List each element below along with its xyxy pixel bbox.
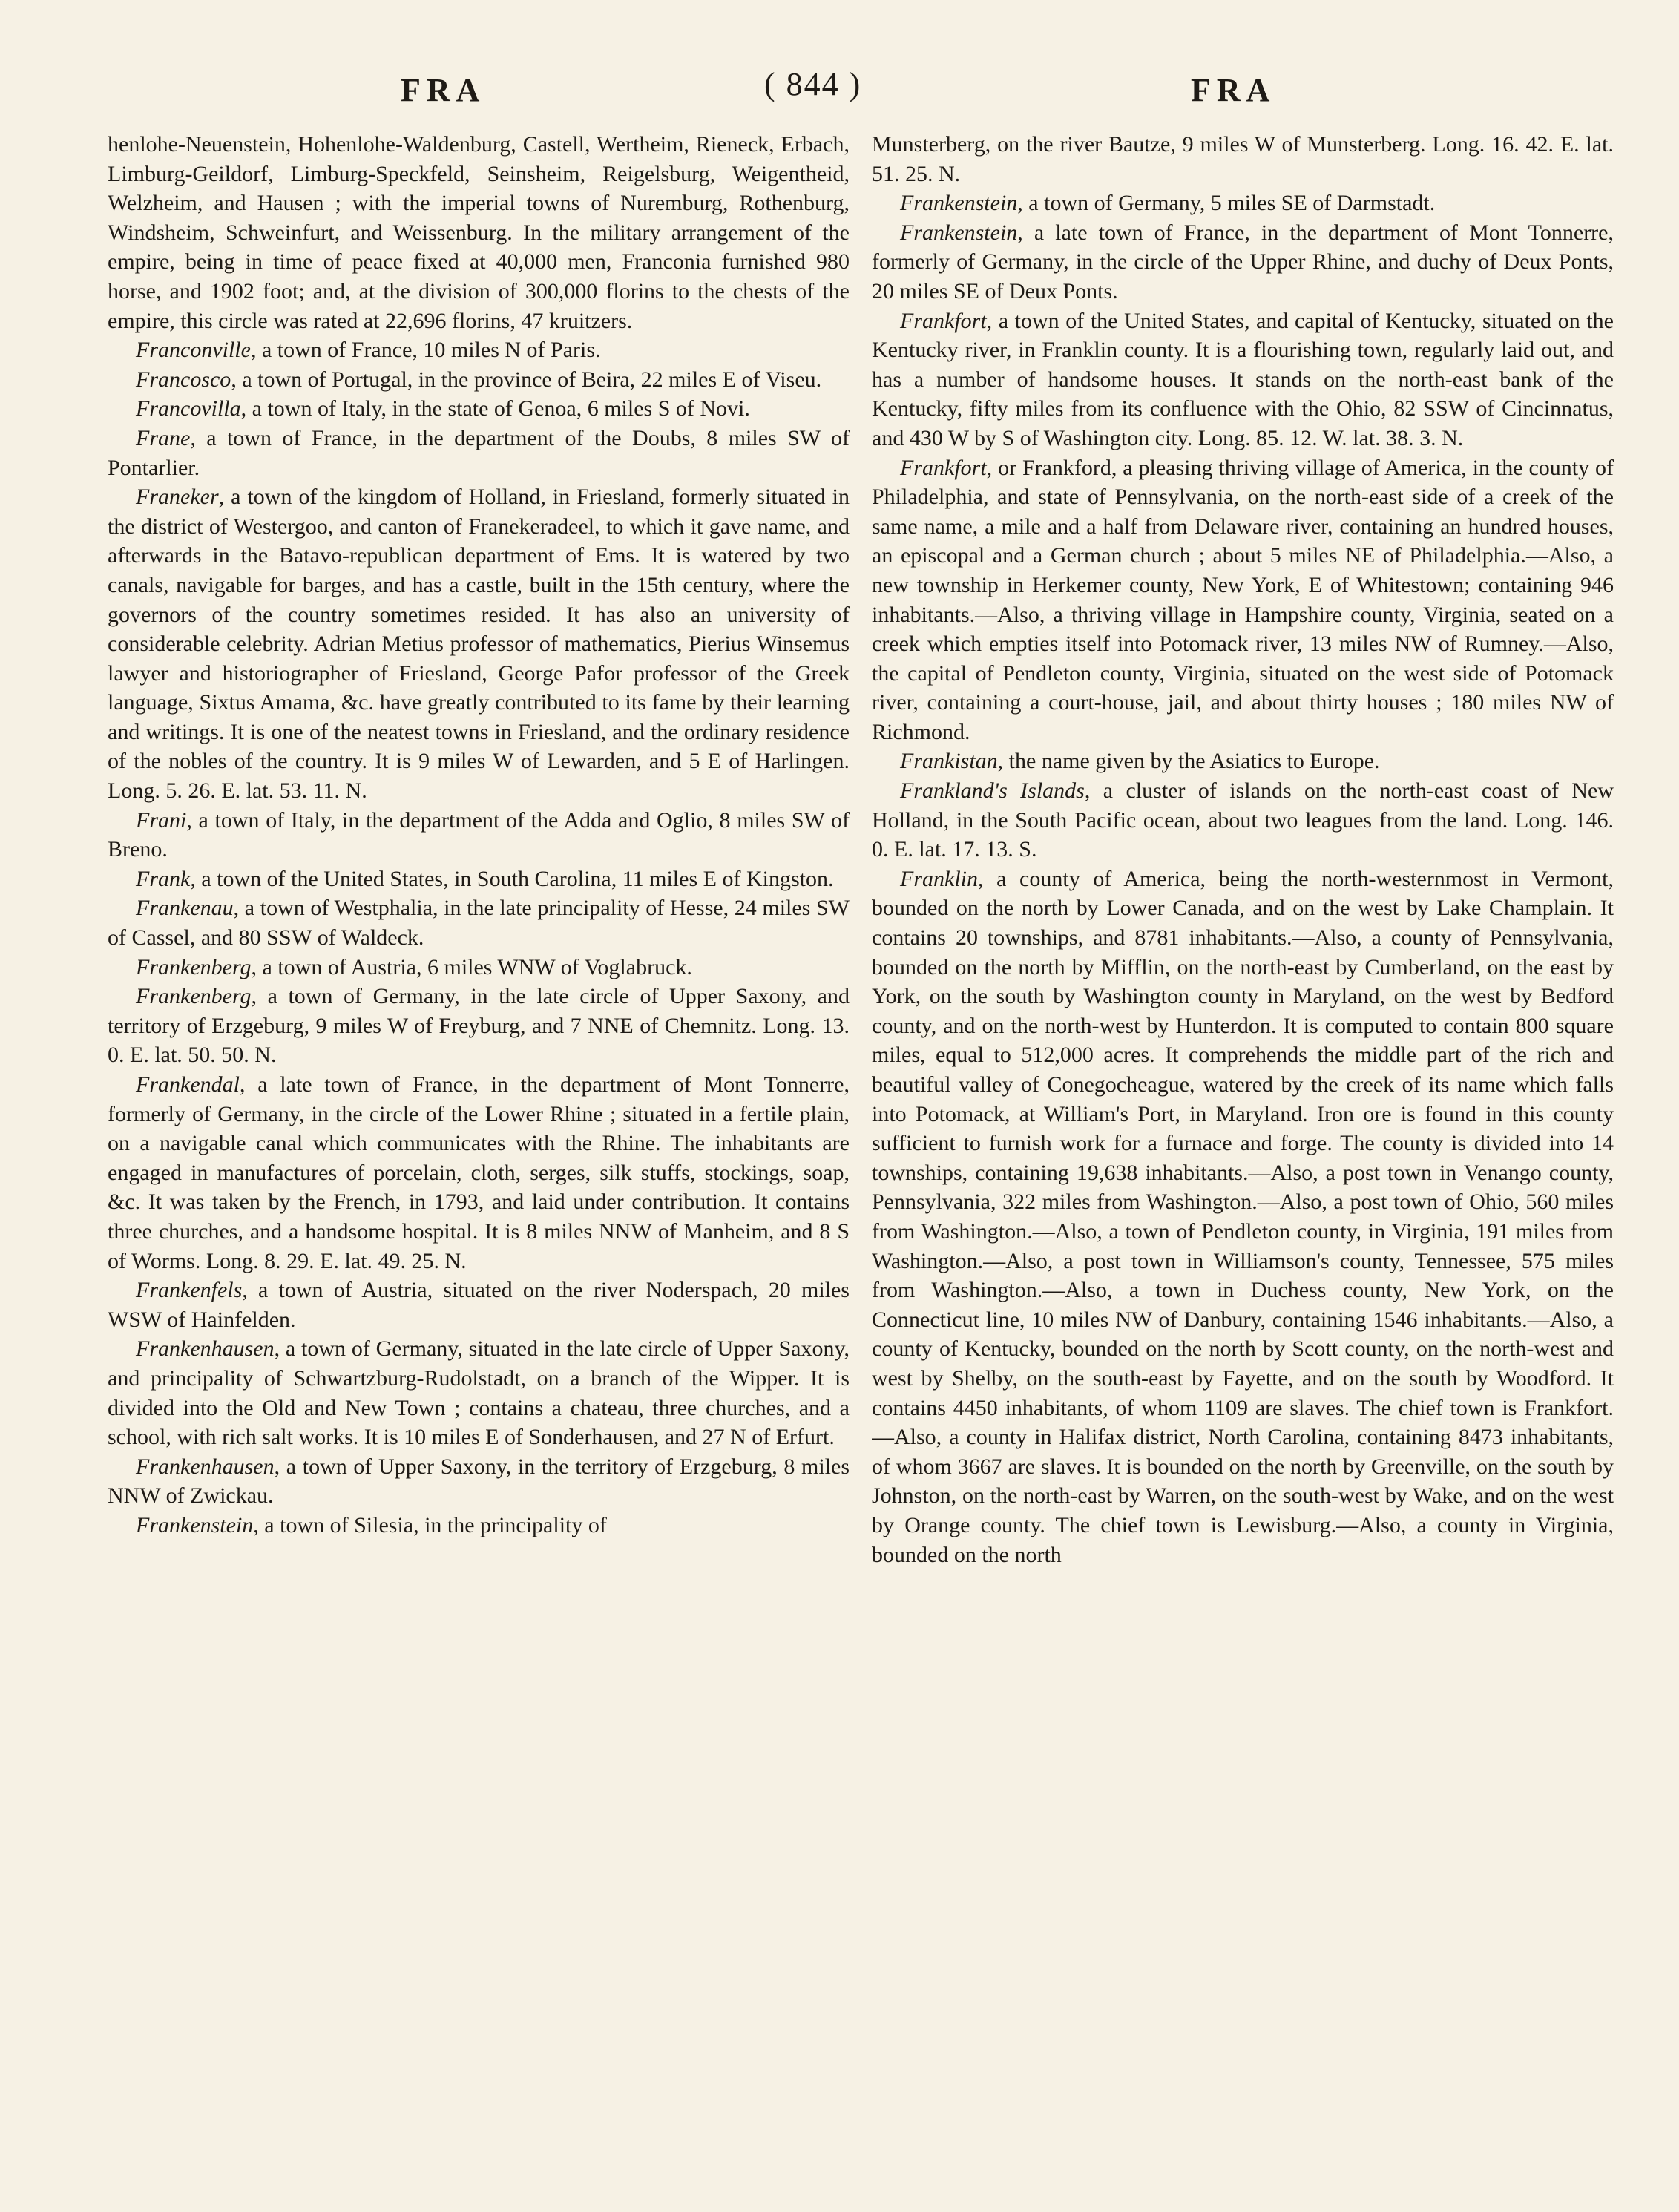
entry	[872, 776, 1614, 864]
entry-continuation	[108, 130, 850, 335]
entry-headword: Franklin	[900, 866, 978, 891]
entry-headword: Frankfort	[900, 455, 987, 480]
entry	[108, 1276, 850, 1334]
entry-headword: Frani	[136, 807, 187, 833]
entry-text: , a town of the United States, in South Carolina, 11 miles E of Kingston.	[190, 866, 834, 891]
left-column	[108, 130, 850, 2170]
entry-text: , a town of Upper Saxony, in the territory of Erzgeburg, 8 miles NNW of Zwickau.	[108, 1454, 850, 1509]
entry	[108, 335, 850, 365]
entry	[108, 953, 850, 982]
entry-text: Munsterberg, on the river Bautze, 9 miles W of Munsterberg. Long. 16. 42. E. lat. 51. 25. N.	[872, 132, 1614, 186]
entry-headword: Frankland's Islands	[900, 778, 1085, 804]
entry	[872, 746, 1614, 776]
entry-text: , a town of France, in the department of the Doubs, 8 miles SW of Pontarlier.	[108, 425, 850, 480]
entry-headword: Franeker	[136, 485, 219, 510]
entry-headword: Frankenstein	[900, 220, 1018, 245]
entry-text: , a late town of France, in the department of Mont Tonnerre, formerly of Germany, in the circle of the Lower Rhine ; situated in a fertile plain, on a navigable canal which communicates with the Rhine. The inhabitants are engaged in manufactures of porcelain, cloth, serges, silk stuffs, stockings, soap, &c. It was taken by the French, in 1793, and laid under contribution. It contains three churches, and a handsome hospital. It is 8 miles NNW of Manheim, and 8 S of Worms. Long. 8. 29. E. lat. 49. 25. N.	[108, 1072, 850, 1273]
entry	[108, 1452, 850, 1511]
entry	[108, 1334, 850, 1451]
entry	[108, 806, 850, 864]
entry-text: , a town of Portugal, in the province of Beira, 22 miles E of Viseu.	[231, 367, 822, 392]
entry-continuation	[872, 130, 1614, 188]
entry-text: , a town of Austria, situated on the river Noderspach, 20 miles WSW of Hainfelden.	[108, 1278, 850, 1332]
entry-headword: Frankenfels	[136, 1278, 243, 1303]
entry-headword: Frankenhausen	[136, 1454, 275, 1479]
page-number: ( 844 )	[764, 66, 862, 102]
entry-text: , the name given by the Asiatics to Europe.	[997, 749, 1380, 774]
entry-text: , a town of Italy, in the department of the Adda and Oglio, 8 miles SW of Breno.	[108, 807, 850, 862]
entry	[872, 218, 1614, 306]
entry-headword: Frankendal	[136, 1072, 240, 1097]
entry-headword: Frank	[136, 866, 191, 891]
entry-text: , a town of Germany, situated in the late circle of Upper Saxony, and principality of Schwartzburg-Rudolstadt, on a branch of the Wipper. It is divided into the Old and New Town ; contains a chateau, three churches, and a school, with rich salt works. It is 10 miles E of Sonderhausen, and 27 N of Erfurt.	[108, 1336, 850, 1450]
entry-text: , a town of the kingdom of Holland, in Friesland, formerly situated in the district of Westergoo, and canton of Franekeradeel, to which it gave name, and afterwards in the Batavo-republican department of Ems. It is watered by two canals, navigable for barges, and has a castle, built in the 15th century, where the governors of the country sometimes resided. It has also an university of considerable celebrity. Adrian Metius professor of mathematics, Pierius Winsemus lawyer and historiographer of Friesland, George Pafor professor of the Greek language, Sixtus Amama, &c. have greatly contributed to its fame by their learning and writings. It is one of the neatest towns in Friesland, and the ordinary residence of the nobles of the country. It is 9 miles W of Lewarden, and 5 E of Harlingen. Long. 5. 26. E. lat. 53. 11. N.	[108, 485, 850, 804]
entry-headword: Frankenstein	[900, 191, 1018, 216]
running-head	[0, 52, 1679, 111]
entry-text: , a town of Germany, 5 miles SE of Darmstadt.	[1017, 191, 1436, 216]
entry	[108, 424, 850, 482]
entry	[872, 188, 1614, 218]
entry-headword: Frankenberg	[136, 984, 252, 1009]
right-column	[872, 130, 1614, 2170]
entry-text: , or Frankford, a pleasing thriving village of America, in the county of Philadelphia, and state of Pennsylvania, on the north-east side of a creek of the same name, a mile and a half from Delaware river, containing an hundred houses, an episcopal and a German church ; about 5 miles NE of Philadelphia.—Also, a new township in Herkemer county, New York, E of Whitestown; containing 946 inhabitants.—Also, a thriving village in Hampshire county, Virginia, seated on a creek which empties itself into Potomack river, 13 miles NW of Rumney.—Also, the capital of Pendleton county, Virginia, situated on the west side of Potomack river, containing a court-house, jail, and about thirty houses ; 180 miles NW of Richmond.	[872, 455, 1614, 744]
entry	[108, 394, 850, 424]
entry-headword: Frankistan	[900, 749, 998, 774]
entry-headword: Frankfort	[900, 308, 987, 333]
entry-text: , a town of Silesia, in the principality of	[253, 1512, 607, 1537]
entry	[108, 1511, 850, 1540]
entry	[108, 1070, 850, 1276]
entry-headword: Francovilla	[136, 396, 241, 421]
entry-headword: Francosco	[136, 367, 231, 392]
entry-text: , a county of America, being the north-westernmost in Vermont, bounded on the north by Lower Canada, and on the west by Lake Champlain. It contains 20 townships, and 8781 inhabitants.—Also, a county of Pennsylvania, bounded on the north by Mifflin, on the north-east by Cumberland, on the east by York, on the south by Washington county in Maryland, on the west by Bedford county, and on the north-west by Hunterdon. It is computed to contain 800 square miles, equal to 512,000 acres. It comprehends the middle part of the rich and beautiful valley of Conegocheague, watered by the creek of its name which falls into Potomack, at William's Port, in Maryland. Iron ore is found in this county sufficient to furnish work for a furnace and forge. The county is divided into 14 townships, containing 19,638 inhabitants.—Also, a post town in Venango county, Pennsylvania, 322 miles from Washington.—Also, a post town of Ohio, 560 miles from Washington.—Also, a town of Pendleton county, in Virginia, 191 miles from Washington.—Also, a post town in Williamson's county, Tennessee, 575 miles from Washington.—Also, a town in Duchess county, New York, on the Connecticut line, 10 miles NW of Danbury, containing 1546 inhabitants.—Also, a county of Kentucky, bounded on the north by Scott county, on the north-west and west by Shelby, on the south-east by Fayette, and on the south by Woodford. It contains 4450 inhabitants, of whom 1109 are slaves. The chief town is Frankfort.—Also, a county in Halifax district, North Carolina, containing 8473 inhabitants, of whom 3667 are slaves. It is bounded on the north by Greenville, on the south by Johnston, on the north-east by Warren, on the south-west by Wake, and on the west by Orange county. The chief town is Lewisburg.—Also, a county in Virginia, bounded on the north	[872, 866, 1614, 1567]
entry	[108, 482, 850, 806]
entry-text: , a cluster of islands on the north-east coast of New Holland, in the South Pacific ocean, about two leagues from the land. Long. 146. 0. E. lat. 17. 13. S.	[872, 778, 1614, 862]
running-head-right: FRA	[1191, 72, 1276, 108]
entry	[108, 365, 850, 395]
entry-headword: Frankenau	[136, 896, 234, 921]
entry-text: henlohe-Neuenstein, Hohenlohe-Waldenburg, Castell, Wertheim, Rieneck, Erbach, Limburg-Geildorf, Limburg-Speckfeld, Seinsheim, Reigelsburg, Weigentheid, Welzheim, and Hausen ; with the imperial towns of Nuremburg, Rothenburg, Windsheim, Schweinfurt, and Weissenburg. In the military arrangement of the empire, being in time of peace fixed at 40,000 men, Franconia furnished 980 horse, and 1902 foot; and, at the division of 300,000 florins to the chests of the empire, this circle was rated at 22,696 florins, 47 kruitzers.	[108, 132, 850, 333]
entry-text: , a late town of France, in the department of Mont Tonnerre, formerly of Germany, in the circle of the Upper Rhine, and duchy of Deux Ponts, 20 miles SE of Deux Ponts.	[872, 220, 1614, 303]
entry	[108, 893, 850, 952]
entry-headword: Frankenberg	[136, 954, 252, 979]
entry-headword: Frankenhausen	[136, 1336, 275, 1362]
entry-text: , a town of Germany, in the late circle of Upper Saxony, and territory of Erzgeburg, 9 miles W of Freyburg, and 7 NNE of Chemnitz. Long. 13. 0. E. lat. 50. 50. N.	[108, 984, 850, 1068]
running-head-left: FRA	[401, 72, 486, 108]
entry	[872, 306, 1614, 453]
entry-headword: Frane	[136, 425, 191, 450]
entry-headword: Franconville	[136, 338, 251, 363]
entry	[108, 864, 850, 894]
entry	[872, 453, 1614, 747]
entry-headword: Frankenstein	[136, 1512, 254, 1537]
entry-text: , a town of the United States, and capital of Kentucky, situated on the Kentucky river, in Franklin county. It is a flourishing town, regularly laid out, and has a number of handsome houses. It stands on the north-east bank of the Kentucky, fifty miles from its confluence with the Ohio, 82 SSW of Cincinnatus, and 430 W by S of Washington city. Long. 85. 12. W. lat. 38. 3. N.	[872, 308, 1614, 450]
entry	[872, 864, 1614, 1569]
entry-text: , a town of Austria, 6 miles WNW of Voglabruck.	[251, 954, 692, 979]
entry-text: , a town of Westphalia, in the late principality of Hesse, 24 miles SW of Cassel, and 80 SSW of Waldeck.	[108, 896, 850, 951]
entry-text: , a town of France, 10 miles N of Paris.	[250, 338, 601, 363]
entry-text: , a town of Italy, in the state of Genoa, 6 miles S of Novi.	[240, 396, 750, 421]
entry	[108, 982, 850, 1070]
